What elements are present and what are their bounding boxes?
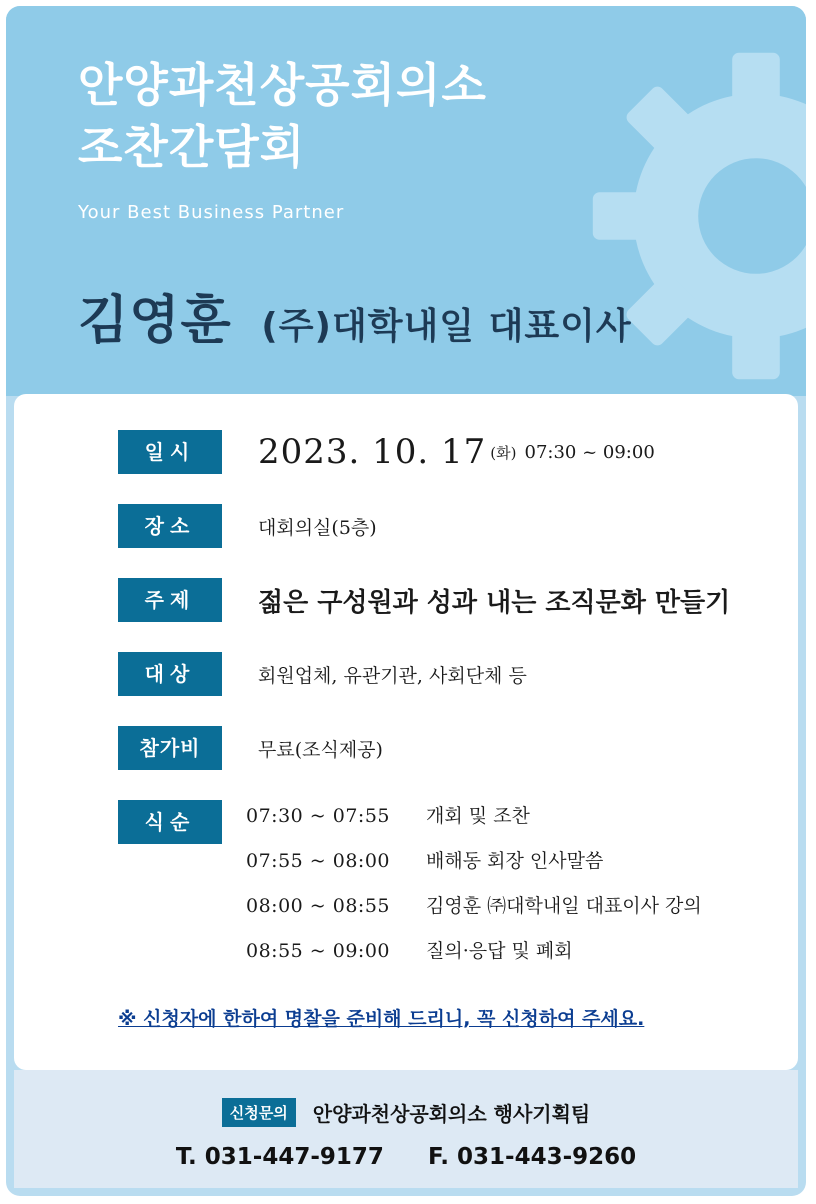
row-fee (118, 726, 383, 770)
event-date: 2023. 10. 17 (258, 432, 487, 472)
program-time: 07:30 ~ 07:55 (246, 805, 391, 827)
program-desc: 질의·응답 및 폐회 (426, 940, 573, 962)
speaker-name: 김영훈 (78, 291, 232, 351)
contact-footer (14, 1070, 798, 1188)
header-banner (6, 6, 806, 396)
label-topic: 주제 (118, 578, 222, 622)
label-place: 장소 (118, 504, 222, 548)
event-flyer (6, 6, 806, 1196)
fax-number: F. 031-443-9260 (427, 1144, 637, 1170)
row-audience (118, 652, 527, 696)
org-name-line: 안양과천상공회의소 (78, 58, 487, 112)
contact-line (14, 1098, 798, 1127)
row-place (118, 504, 377, 548)
speaker-heading (78, 278, 632, 353)
details-panel (14, 394, 798, 1070)
label-program: 식순 (118, 800, 222, 844)
program-time: 07:55 ~ 08:00 (246, 850, 391, 872)
value-place: 대회의실(5층) (258, 516, 377, 539)
row-topic (118, 578, 731, 622)
speaker-title: (주)대학내일 대표이사 (261, 306, 632, 347)
registration-notice: ※ 신청자에 한하여 명찰을 준비해 드리니, 꼭 신청하여 주세요. (118, 1008, 645, 1030)
program-item (246, 929, 702, 974)
row-program (118, 800, 222, 844)
program-desc: 배해동 회장 인사말씀 (426, 850, 604, 872)
value-topic: 젊은 구성원과 성과 내는 조직문화 만들기 (258, 587, 731, 618)
program-desc: 김영훈 ㈜대학내일 대표이사 강의 (426, 895, 702, 917)
value-audience: 회원업체, 유관기관, 사회단체 등 (258, 664, 527, 687)
program-item (246, 794, 702, 839)
program-time: 08:55 ~ 09:00 (246, 940, 391, 962)
program-time: 08:00 ~ 08:55 (246, 895, 391, 917)
value-datetime (258, 430, 655, 474)
value-fee: 무료(조식제공) (258, 738, 383, 761)
event-name-line: 조찬간담회 (78, 120, 306, 174)
program-list (246, 794, 702, 974)
row-datetime (118, 430, 655, 474)
program-desc: 개회 및 조찬 (426, 805, 530, 827)
event-day: (화) (490, 443, 517, 462)
label-audience: 대상 (118, 652, 222, 696)
contact-badge: 신청문의 (222, 1098, 296, 1127)
program-item (246, 884, 702, 929)
label-datetime: 일시 (118, 430, 222, 474)
label-fee: 참가비 (118, 726, 222, 770)
contact-team: 안양과천상공회의소 행사기획팀 (312, 1102, 591, 1126)
phone-number: T. 031-447-9177 (175, 1144, 384, 1170)
tagline: Your Best Business Partner (78, 202, 345, 223)
org-title (78, 54, 487, 178)
contact-numbers (14, 1144, 798, 1170)
program-item (246, 839, 702, 884)
event-time: 07:30 ~ 09:00 (524, 441, 655, 463)
